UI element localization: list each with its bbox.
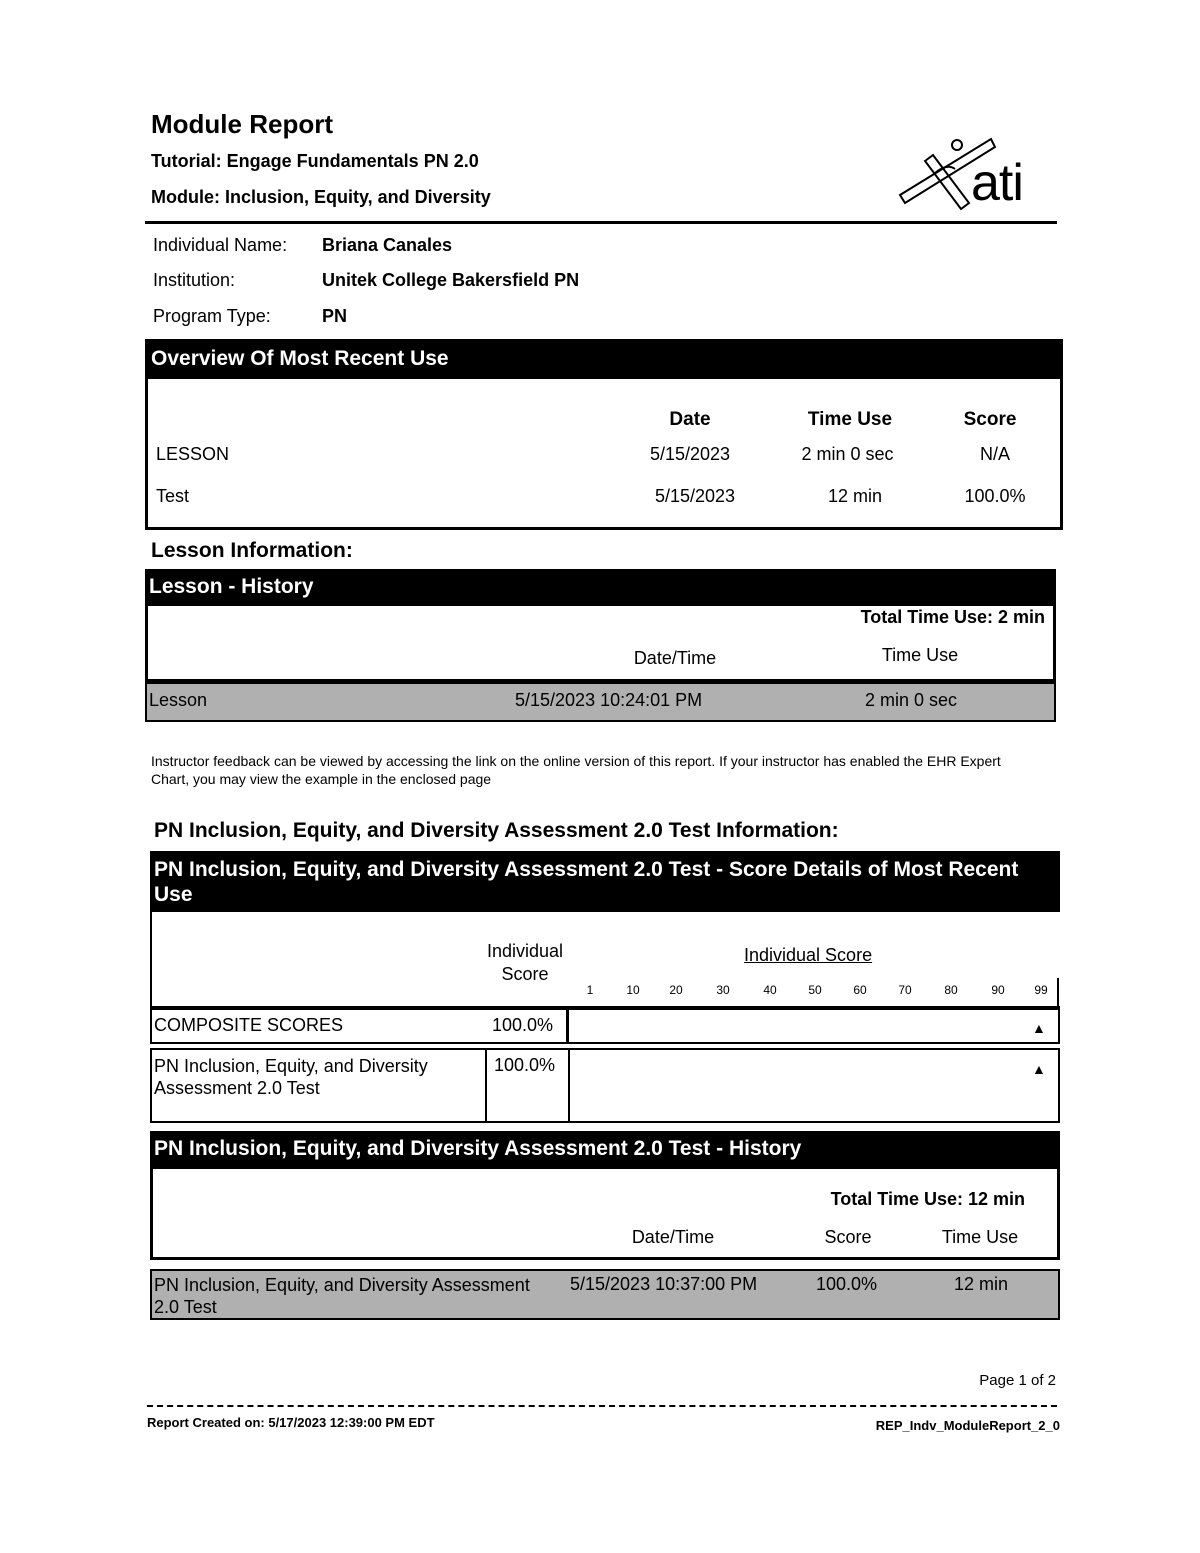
program-value: PN: [322, 306, 348, 326]
score-row-name: COMPOSITE SCORES: [154, 1015, 344, 1035]
overview-col-score: Score: [963, 409, 1017, 430]
lesson-row-name: Lesson: [149, 690, 208, 710]
lesson-section-title: Lesson Information:: [151, 539, 353, 562]
test-history-row-time: 12 min: [954, 1274, 1009, 1294]
individual-score-label: Individual Score: [486, 941, 564, 984]
test-score-title: PN Inclusion, Equity, and Diversity Assessment 2.0 Test - Score Details of Most Recent Use: [150, 851, 1060, 912]
header-rule: [145, 221, 1057, 224]
overview-title: Overview Of Most Recent Use: [145, 339, 1063, 379]
overview-row-time: 2 min 0 sec: [801, 444, 894, 464]
page-number: Page 1 of 2: [979, 1372, 1056, 1389]
scale-tick: 60: [853, 983, 867, 997]
report-id: REP_Indv_ModuleReport_2_0: [875, 1418, 1060, 1433]
lesson-row-datetime: 5/15/2023 10:24:01 PM: [515, 690, 703, 710]
footer-rule: [147, 1405, 1057, 1407]
scale-tick: 30: [716, 983, 730, 997]
test-history-row-score: 100.0%: [816, 1274, 878, 1294]
scale-tick: 50: [808, 983, 822, 997]
lesson-row-time: 2 min 0 sec: [865, 690, 958, 710]
module-name: Module: Inclusion, Equity, and Diversity: [151, 187, 491, 207]
test-history-title: PN Inclusion, Equity, and Diversity Assessment 2.0 Test - History: [150, 1131, 1060, 1169]
overview-row-date: 5/15/2023: [654, 486, 736, 506]
test-col-timeuse: Time Use: [941, 1227, 1019, 1247]
ati-logo-text: ati: [971, 154, 1023, 212]
score-row-value: 100.0%: [492, 1015, 554, 1035]
overview-row-score: 100.0%: [964, 486, 1026, 506]
scale-tick: 1: [586, 983, 594, 997]
institution-value: Unitek College Bakersfield PN: [322, 270, 580, 290]
scale-tick: 10: [626, 983, 640, 997]
test-history-row-datetime: 5/15/2023 10:37:00 PM: [570, 1274, 758, 1294]
score-row-value: 100.0%: [494, 1055, 556, 1075]
percentile-scale-label: Individual Score: [744, 945, 873, 965]
test-history-panel: [150, 1169, 1060, 1260]
test-col-datetime: Date/Time: [631, 1227, 715, 1247]
test-total-time: Total Time Use: 12 min: [830, 1189, 1025, 1209]
feedback-note: Instructor feedback can be viewed by accessing the link on the online version of this report. If your instructor has enabled the EHR Expert Chart, you may view the example in the enclosed page: [151, 753, 1001, 787]
scale-tick: 20: [669, 983, 683, 997]
score-row-divider: [485, 1050, 487, 1121]
report-created: Report Created on: 5/17/2023 12:39:00 PM EDT: [147, 1415, 435, 1430]
score-panel-left-border: [150, 912, 152, 1008]
score-row-name: PN Inclusion, Equity, and Diversity Assessment 2.0 Test: [154, 1056, 428, 1098]
institution-label: Institution:: [153, 270, 236, 290]
lesson-col-timeuse: Time Use: [881, 645, 959, 665]
lesson-col-datetime: Date/Time: [633, 648, 717, 668]
table-row: [150, 1269, 1060, 1320]
overview-row-time: 12 min: [827, 486, 883, 506]
scale-tick: 90: [991, 983, 1005, 997]
report-title: Module Report: [151, 109, 333, 139]
scale-tick: 70: [898, 983, 912, 997]
lesson-total-time: Total Time Use: 2 min: [860, 607, 1045, 627]
tutorial-name: Tutorial: Engage Fundamentals PN 2.0: [151, 151, 479, 171]
score-row-divider: [566, 1010, 569, 1042]
percentile-marker: ▲: [1032, 1061, 1046, 1077]
test-history-row-name: PN Inclusion, Equity, and Diversity Assessment 2.0 Test: [154, 1275, 530, 1317]
test-section-title: PN Inclusion, Equity, and Diversity Assessment 2.0 Test Information:: [154, 819, 839, 842]
lesson-history-title: Lesson - History: [145, 569, 1056, 606]
ati-logo: [895, 133, 1045, 218]
table-row: [145, 682, 1056, 722]
scale-tick: 99: [1034, 983, 1048, 997]
test-col-score: Score: [824, 1227, 872, 1247]
program-label: Program Type:: [153, 306, 271, 326]
score-row-divider: [568, 1050, 570, 1121]
overview-row-score: N/A: [979, 444, 1010, 464]
overview-col-date: Date: [669, 409, 711, 430]
overview-row-date: 5/15/2023: [649, 444, 731, 464]
table-row: [150, 1008, 1060, 1044]
scale-tick: 80: [944, 983, 958, 997]
name-label: Individual Name:: [153, 235, 288, 255]
overview-row-name: LESSON: [156, 444, 230, 464]
overview-row-name: Test: [156, 486, 190, 506]
scale-edge: [1057, 978, 1059, 1006]
table-row: [150, 1048, 1060, 1123]
percentile-marker: ▲: [1032, 1020, 1046, 1036]
scale-tick: 40: [763, 983, 777, 997]
name-value: Briana Canales: [322, 235, 453, 255]
overview-col-timeuse: Time Use: [807, 409, 893, 430]
